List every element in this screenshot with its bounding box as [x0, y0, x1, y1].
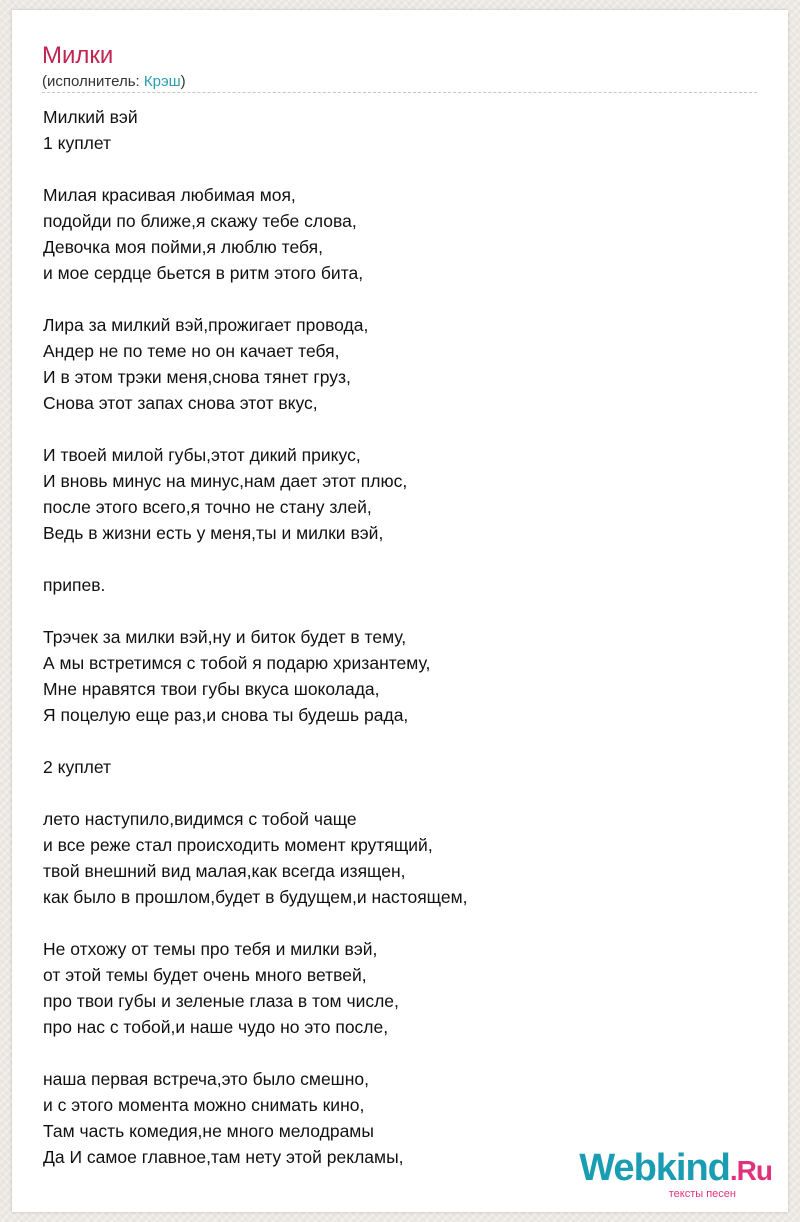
lyric-line: Снова этот запах снова этот вкус,: [43, 393, 318, 413]
lyric-line: Да И самое главное,там нету этой рекламы,: [43, 1147, 404, 1167]
stanza-gap: [43, 286, 763, 312]
lyrics-text: [43, 104, 763, 1170]
artist-suffix: ): [180, 73, 186, 90]
lyric-line: и с этого момента можно снимать кино,: [43, 1095, 365, 1115]
lyric-line: А мы встретимся с тобой я подарю хризантему,: [43, 653, 431, 673]
lyric-line: И в этом трэки меня,снова тянет груз,: [43, 367, 351, 387]
lyric-line: Девочка моя пойми,я люблю тебя,: [43, 237, 323, 257]
lyric-line: 1 куплет: [43, 133, 112, 153]
brand-tagline: тексты песен: [668, 1188, 736, 1200]
lyric-line: Трэчек за милки вэй,ну и биток будет в тему,: [43, 627, 407, 647]
lyric-line: Милая красивая любимая моя,: [43, 185, 296, 205]
webkind-watermark: [579, 1149, 772, 1200]
title-divider: [42, 92, 757, 93]
lyric-line: Лира за милкий вэй,прожигает провода,: [43, 315, 369, 335]
stanza-gap: [43, 546, 763, 572]
artist-link[interactable]: Крэш: [143, 73, 181, 90]
stanza-gap: [43, 156, 763, 182]
lyric-line: И вновь минус на минус,нам дает этот плюс,: [43, 471, 408, 491]
lyric-line: Ведь в жизни есть у меня,ты и милки вэй,: [43, 523, 384, 543]
lyric-line: про твои губы и зеленые глаза в том числе,: [43, 991, 399, 1011]
lyric-line: как было в прошлом,будет в будущем,и настоящем,: [43, 887, 468, 907]
lyric-line: и все реже стал происходить момент крутящий,: [43, 835, 433, 855]
song-title: Милки: [42, 42, 114, 69]
stanza-gap: [43, 910, 763, 936]
brand-tld: .Ru: [729, 1155, 772, 1186]
lyric-line: 2 куплет: [43, 757, 112, 777]
lyric-line: Я поцелую еще раз,и снова ты будешь рада,: [43, 705, 409, 725]
lyric-line: Там часть комедия,не много мелодрамы: [43, 1121, 374, 1141]
lyrics-card: [12, 10, 788, 1212]
lyric-line: про нас с тобой,и наше чудо но это после,: [43, 1017, 389, 1037]
lyric-line: припев.: [43, 575, 106, 595]
lyric-line: Не отхожу от темы про тебя и милки вэй,: [43, 939, 378, 959]
stanza-gap: [43, 780, 763, 806]
lyric-line: твой внешний вид малая,как всегда изящен,: [43, 861, 406, 881]
lyric-line: наша первая встреча,это было смешно,: [43, 1069, 369, 1089]
lyric-line: Мне нравятся твои губы вкуса шоколада,: [43, 679, 380, 699]
lyric-line: после этого всего,я точно не стану злей,: [43, 497, 372, 517]
stanza-gap: [43, 416, 763, 442]
brand-name: Webkind: [579, 1147, 730, 1189]
artist-line: [42, 73, 186, 91]
lyric-line: Андер не по теме но он качает тебя,: [43, 341, 340, 361]
lyric-line: Милкий вэй: [43, 107, 138, 127]
stanza-gap: [43, 598, 763, 624]
lyric-line: И твоей милой губы,этот дикий прикус,: [43, 445, 361, 465]
lyric-line: и мое сердце бьется в ритм этого бита,: [43, 263, 364, 283]
stanza-gap: [43, 1040, 763, 1066]
artist-prefix: (исполнитель:: [42, 73, 144, 90]
lyric-line: подойди по ближе,я скажу тебе слова,: [43, 211, 357, 231]
brand-logo: [579, 1149, 772, 1190]
lyric-line: лето наступило,видимся с тобой чаще: [43, 809, 357, 829]
stanza-gap: [43, 728, 763, 754]
lyric-line: от этой темы будет очень много ветвей,: [43, 965, 367, 985]
